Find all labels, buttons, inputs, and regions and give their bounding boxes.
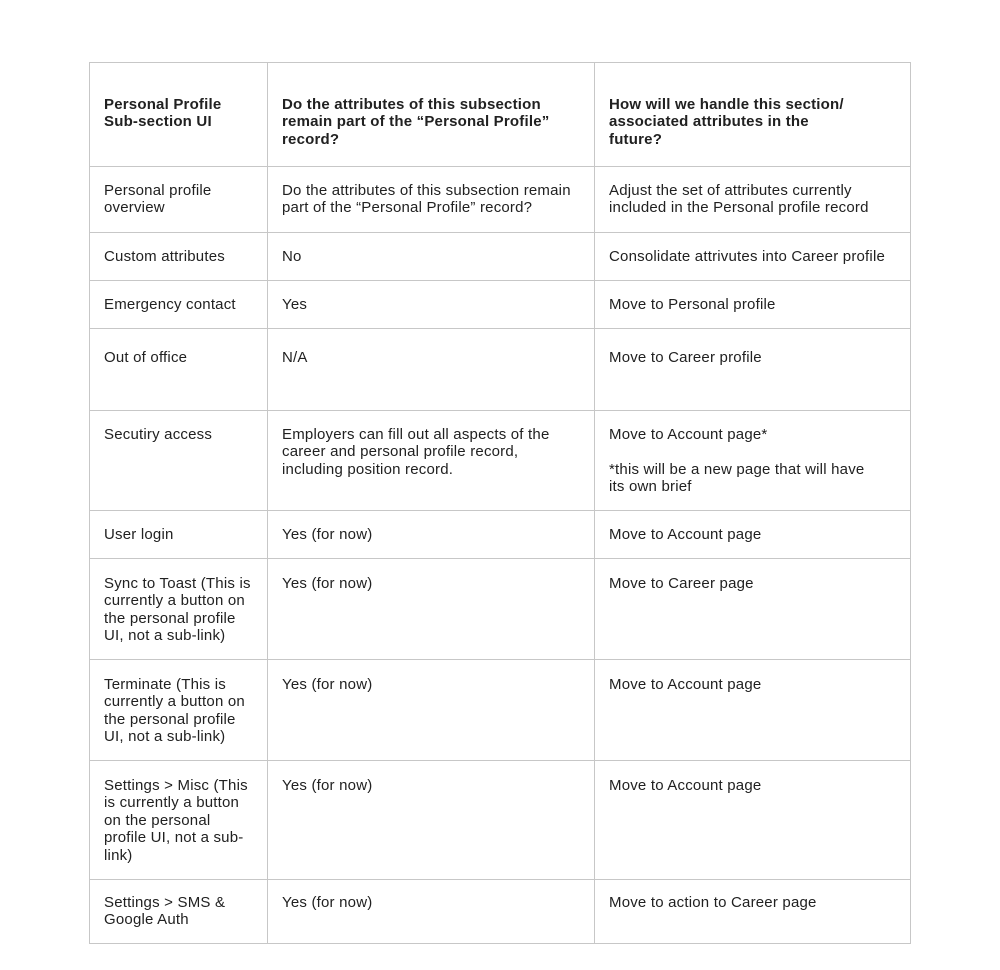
header-section — [90, 63, 268, 167]
row-future-text: Adjust the set of attributes currently included in the Personal profile record — [609, 181, 869, 216]
row-future-cell — [595, 280, 911, 328]
row-section-text: Personal profile overview — [104, 181, 212, 216]
row-remain-cell — [268, 166, 595, 232]
row-section-text: Secutiry access — [104, 425, 213, 443]
row-section-cell — [90, 410, 268, 510]
row-section-text: Settings > Misc (This is currently a button on the personal profile UI, not a sub-link) — [104, 776, 248, 864]
table-row — [90, 328, 911, 410]
row-section-cell — [90, 760, 268, 879]
row-remain-cell — [268, 879, 595, 943]
row-section-cell — [90, 328, 268, 410]
row-section-cell — [90, 659, 268, 760]
header-future — [595, 63, 911, 167]
row-future-text: Move to Account page — [609, 776, 762, 794]
row-section-text: Sync to Toast (This is currently a button on the personal profile UI, not a sub-link) — [104, 574, 251, 644]
header-remain — [268, 63, 595, 167]
row-future-cell — [595, 760, 911, 879]
table-row — [90, 558, 911, 659]
row-future-text: Move to Account page* *this will be a new page that will have its own brief — [609, 425, 865, 495]
header-section-text: Personal Profile Sub-section UI — [104, 95, 222, 130]
row-future-cell — [595, 879, 911, 943]
row-future-text: Consolidate attrivutes into Career profile — [609, 247, 886, 265]
row-section-text: Custom attributes — [104, 247, 225, 265]
row-remain-text: Yes — [282, 295, 308, 313]
row-section-text: Emergency contact — [104, 295, 236, 313]
row-future-text: Move to Career page — [609, 574, 754, 592]
row-remain-text: No — [282, 247, 302, 265]
row-remain-text: Employers can fill out all aspects of the career and personal profile record, including position record. — [282, 425, 550, 478]
header-future-text: How will we handle this section/ associated attributes in the future? — [609, 95, 844, 148]
row-section-text: User login — [104, 525, 174, 543]
row-future-cell — [595, 659, 911, 760]
row-section-cell — [90, 280, 268, 328]
row-remain-cell — [268, 410, 595, 510]
row-section-text: Terminate (This is currently a button on the personal profile UI, not a sub-link) — [104, 675, 245, 745]
row-remain-text: Do the attributes of this subsection remain part of the “Personal Profile” record? — [282, 181, 571, 216]
row-remain-text: Yes (for now) — [282, 776, 373, 794]
row-future-cell — [595, 558, 911, 659]
table-row — [90, 232, 911, 280]
row-remain-text: Yes (for now) — [282, 525, 373, 543]
row-remain-text: Yes (for now) — [282, 675, 373, 693]
row-section-cell — [90, 558, 268, 659]
table-row — [90, 879, 911, 943]
row-future-text: Move to Personal profile — [609, 295, 776, 313]
row-future-cell — [595, 510, 911, 558]
table-header-row — [90, 63, 911, 167]
row-future-text: Move to action to Career page — [609, 893, 817, 911]
table-row — [90, 410, 911, 510]
row-remain-cell — [268, 558, 595, 659]
row-remain-cell — [268, 510, 595, 558]
row-remain-cell — [268, 328, 595, 410]
row-future-cell — [595, 232, 911, 280]
row-future-text: Move to Account page — [609, 675, 762, 693]
row-section-cell — [90, 510, 268, 558]
row-remain-cell — [268, 280, 595, 328]
row-future-text: Move to Career profile — [609, 348, 762, 366]
row-section-cell — [90, 166, 268, 232]
row-remain-cell — [268, 659, 595, 760]
table-row — [90, 280, 911, 328]
row-remain-text: N/A — [282, 348, 308, 366]
table-row — [90, 760, 911, 879]
row-section-text: Out of office — [104, 348, 188, 366]
row-future-text: Move to Account page — [609, 525, 762, 543]
row-future-cell — [595, 166, 911, 232]
row-future-cell — [595, 410, 911, 510]
profile-subsection-table — [89, 62, 911, 944]
row-section-text: Settings > SMS & Google Auth — [104, 893, 226, 928]
row-remain-text: Yes (for now) — [282, 574, 373, 592]
row-section-cell — [90, 232, 268, 280]
row-section-cell — [90, 879, 268, 943]
row-remain-text: Yes (for now) — [282, 893, 373, 911]
row-remain-cell — [268, 760, 595, 879]
header-remain-text: Do the attributes of this subsection remain part of the “Personal Profile” record? — [282, 95, 550, 148]
table-row — [90, 510, 911, 558]
row-future-cell — [595, 328, 911, 410]
row-remain-cell — [268, 232, 595, 280]
table-row — [90, 659, 911, 760]
table-row — [90, 166, 911, 232]
